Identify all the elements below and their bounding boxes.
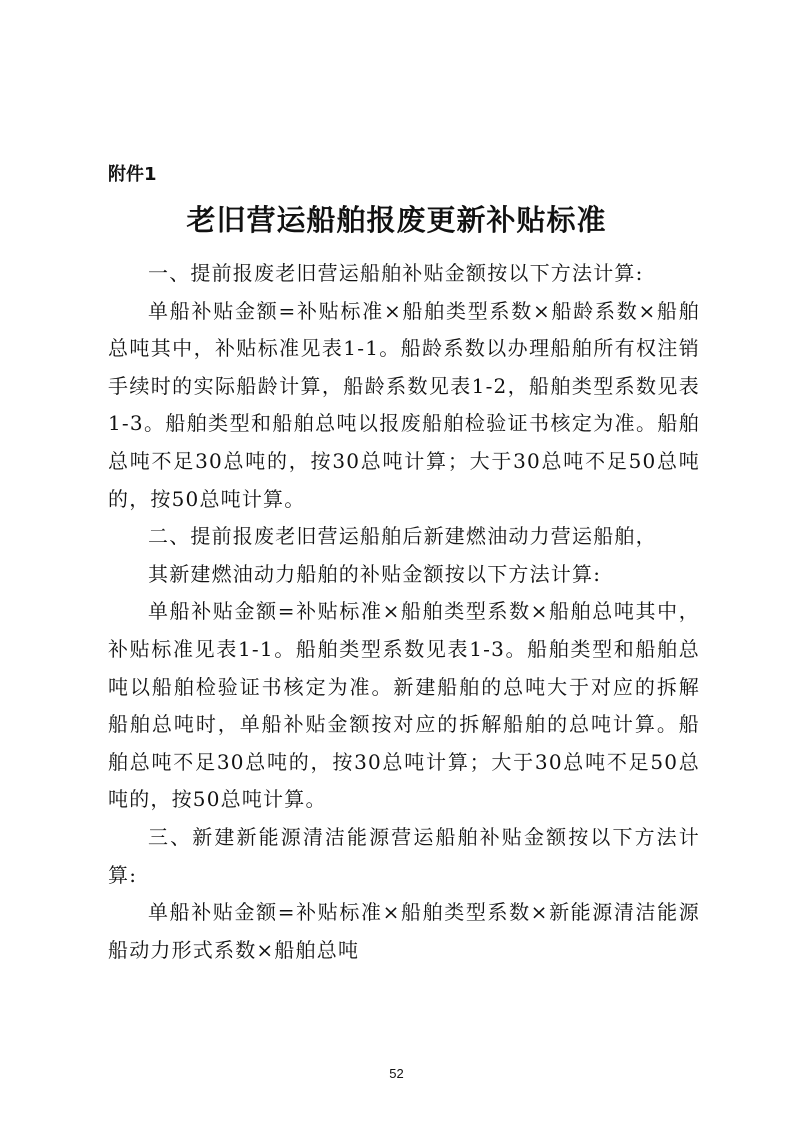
paragraph: 单船补贴金额=补贴标准×船舶类型系数×船龄系数×船舶总吨其中，补贴标准见表1-1。船龄系数以办理船舶所有权注销手续时的实际船龄计算，船龄系数见表1-2，船舶类型系数见表1-3。船舶类型和船舶总吨以报废船舶检验证书核定为准。船舶总吨不足30总吨的，按30总吨计算；大于30总吨不足50总吨的，按50总吨计算。: [108, 298, 700, 511]
page-number: 52: [389, 1066, 404, 1081]
paragraph: 一、提前报废老旧营运船舶补贴金额按以下方法计算:: [148, 261, 644, 285]
paragraph: 单船补贴金额=补贴标准×船舶类型系数×船舶总吨其中，补贴标准见表1-1。船舶类型系数见表1-3。船舶类型和船舶总吨以船舶检验证书核定为准。新建船舶的总吨大于对应的拆解船舶总吨时，单船补贴金额按对应的拆解船舶的总吨计算。船舶总吨不足30总吨的，按30总吨计算；大于30总吨不足50总吨的，按50总吨计算。: [108, 599, 700, 812]
document-title: 老旧营运船舶报废更新补贴标准: [186, 203, 607, 237]
paragraph: 其新建燃油动力船舶的补贴金额按以下方法计算:: [148, 561, 602, 586]
paragraph: 单船补贴金额=补贴标准×船舶类型系数×新能源清洁能源船动力形式系数×船舶总吨: [108, 900, 700, 962]
document-body: [108, 255, 700, 969]
attachment-label: 附件1: [108, 164, 157, 185]
paragraph: 三、新建新能源清洁能源营运船舶补贴金额按以下方法计算:: [108, 824, 700, 887]
paragraph: 二、提前报废老旧营运船舶后新建燃油动力营运船舶，: [148, 524, 657, 549]
